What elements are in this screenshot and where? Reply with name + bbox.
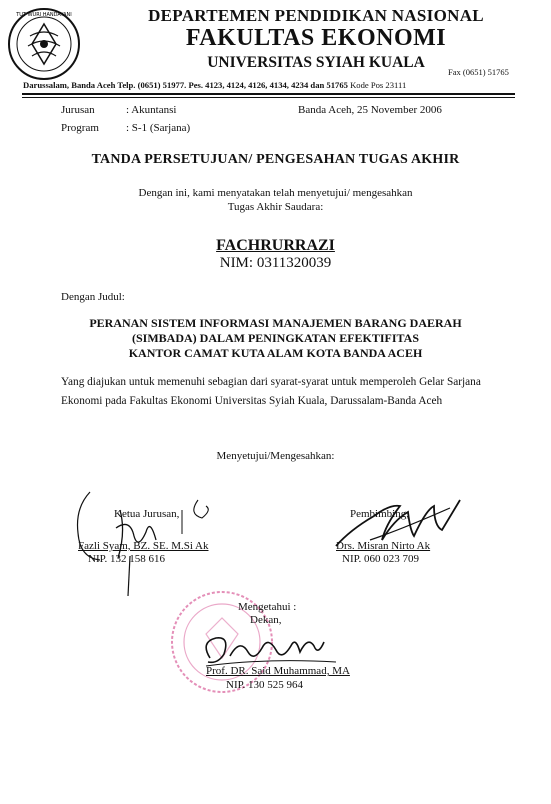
dean-nip: NIP. 130 525 964 (226, 679, 304, 691)
dean-role: Dekan, (250, 614, 282, 626)
logo-motto: TUT WURI HANDAYANI (16, 12, 72, 18)
dean-label: Mengetahui : (238, 601, 297, 613)
left-signatory-nip: NIP. 132 158 616 (88, 553, 166, 565)
intro-line-2: Tugas Akhir Saudara: (227, 201, 324, 213)
program-label: Program (61, 122, 99, 134)
jurusan-value: : Akuntansi (126, 104, 177, 116)
dean-signature-icon (196, 628, 346, 678)
left-signature-icon (70, 488, 220, 598)
right-signatory-nip: NIP. 060 023 709 (342, 553, 420, 565)
intro-line-1: Dengan ini, kami menyatakan telah menyetujui/ mengesahkan (138, 187, 413, 199)
header-rule-thin (22, 97, 515, 98)
judul-line-3: KANTOR CAMAT KUTA ALAM KOTA BANDA ACEH (128, 346, 423, 360)
university-logo-icon (6, 6, 82, 82)
header-university: UNIVERSITAS SYIAH KUALA (207, 54, 425, 71)
header-address (23, 80, 406, 90)
header-rule-thick (22, 93, 515, 95)
right-signatory-name: Drs. Misran Nirto Ak (336, 540, 431, 552)
place-date: Banda Aceh, 25 November 2006 (298, 104, 442, 116)
header-fax: Fax (0651) 51765 (448, 67, 509, 77)
student-nim: NIM: 0311320039 (219, 255, 332, 271)
right-signature-icon (330, 490, 480, 560)
left-signatory-role: Ketua Jurusan, (114, 508, 180, 520)
program-value: : S-1 (Sarjana) (126, 122, 191, 134)
judul-line-1: PERANAN SISTEM INFORMASI MANAJEMEN BARANG DAERAH (89, 316, 462, 330)
header-address-text: Darussalam, Banda Aceh Telp. (0651) 51977. Pes. 4123, 4124, 4126, 4134, 4234 dan 51765 (23, 80, 348, 90)
jurusan-label: Jurusan (61, 104, 95, 116)
left-signatory-name: Fazli Syam, BZ. SE. M.Si Ak (78, 540, 209, 552)
purpose-line-2: Ekonomi pada Fakultas Ekonomi Universitas Syiah Kuala, Darussalam-Banda Aceh (61, 395, 443, 407)
header-faculty: FAKULTAS EKONOMI (185, 25, 447, 51)
judul-line-2: (SIMBADA) DALAM PENINGKATAN EFEKTIFITAS (131, 331, 419, 345)
header-department: DEPARTEMEN PENDIDIKAN NASIONAL (148, 6, 484, 25)
purpose-line-1: Yang diajukan untuk memenuhi sebagian dari syarat-syarat untuk memperoleh Gelar Sarjana (61, 376, 481, 388)
header-kode-pos: Kode Pos 23111 (350, 80, 407, 90)
document-title: TANDA PERSETUJUAN/ PENGESAHAN TUGAS AKHIR (91, 152, 460, 167)
student-name: FACHRURRAZI (216, 237, 335, 254)
right-signatory-role: Pembimbing, (350, 508, 409, 520)
dean-name: Prof. DR. Said Muhammad, MA (206, 665, 350, 677)
judul-label: Dengan Judul: (61, 291, 125, 303)
approval-label: Menyetujui/Mengesahkan: (216, 450, 335, 462)
